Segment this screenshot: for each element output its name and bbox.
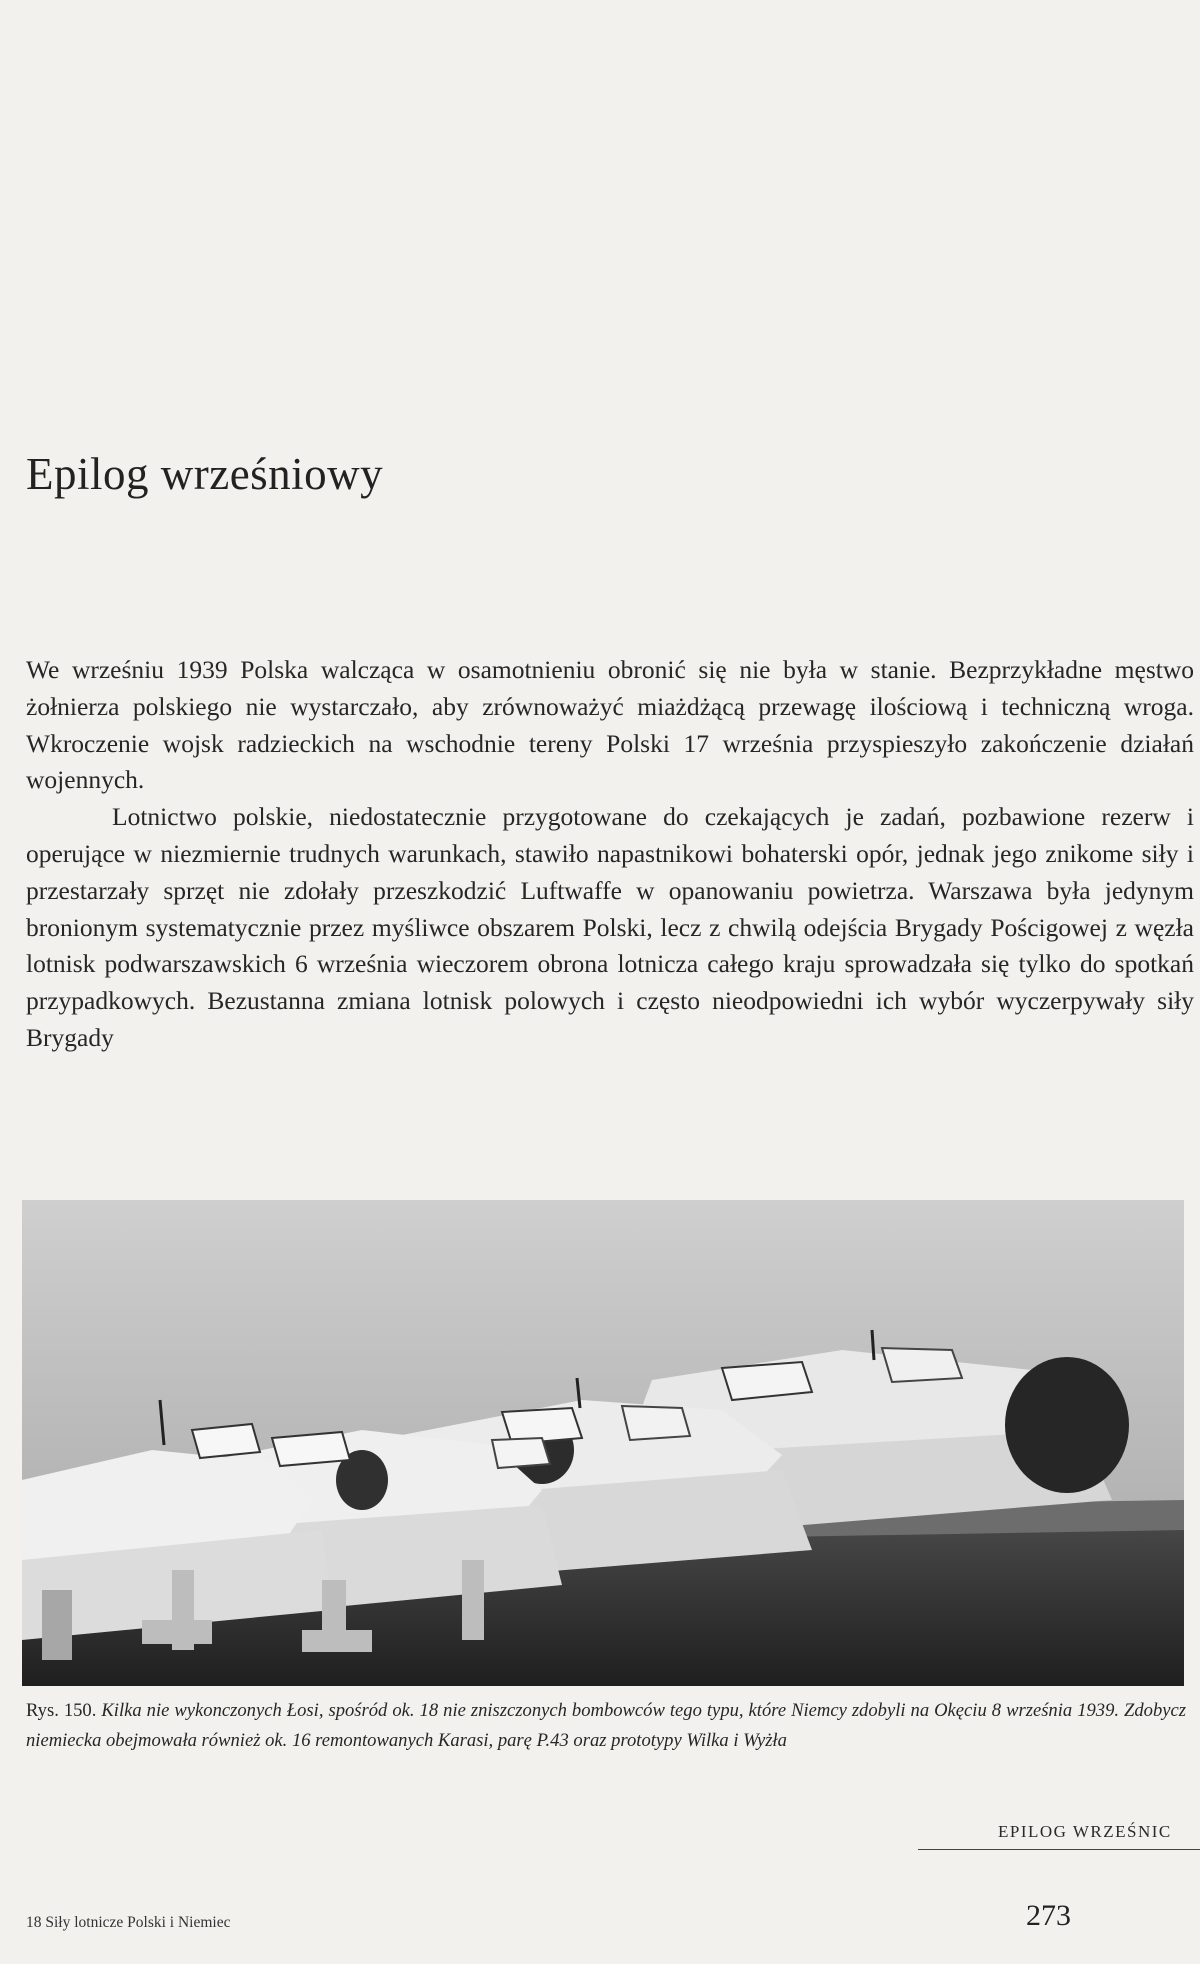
page-number: 273 bbox=[1026, 1899, 1071, 1932]
paragraph-2: Lotnictwo polskie, niedostatecznie przygotowane do czekających je zadań, pozbawione rezerw i operujące w niezmiernie trudnych warunkach, stawiło napastnikowi bohaterski opór, jednak jego znikome siły i przestarzały sprzęt nie zdołały przeszkodzić Luftwaffe w opanowaniu powietrza. Warszawa była jedynym bronionym systematycznie przez myśliwce obszarem Polski, lecz z chwilą odejścia Brygady Pościgowej z węzła lotnisk podwarszawskich 6 września wieczorem obrona lotnicza całego kraju sprowadzała się tylko do spotkań przypadkowych. Bezustanna zmiana lotnisk polowych i często nieodpowiedni ich wybór wyczerpywały siły Brygady bbox=[26, 802, 1194, 1052]
sheet-signature: 18 Siły lotnicze Polski i Niemiec bbox=[26, 1914, 231, 1931]
figure-label: Rys. 150. bbox=[26, 1700, 97, 1721]
aircraft-photo bbox=[22, 1200, 1184, 1686]
body-text bbox=[26, 652, 1194, 1057]
photo-figure bbox=[22, 1200, 1184, 1686]
running-head-rule bbox=[918, 1849, 1200, 1850]
paragraph-1: We wrześniu 1939 Polska walcząca w osamotnieniu obronić się nie była w stanie. Bezprzykładne męstwo żołnierza polskiego nie wystarczało, aby zrównoważyć miażdżącą przewagę ilościową i techniczną wroga. Wkroczenie wojsk radzieckich na wschodnie tereny Polski 17 września przyspieszyło zakończenie działań wojennych. bbox=[26, 655, 1194, 795]
chapter-title: Epilog wrześniowy bbox=[26, 449, 384, 500]
figure-caption-text: Kilka nie wykonczonych Łosi, spośród ok. 18 nie zniszczonych bombowców tego typu, które Niemcy zdobyli na Okęciu 8 września 1939. Zdobycz niemiecka obejmowała również ok. 16 remontowanych Karasi, parę P.43 oraz prototypy Wilka i Wyżła bbox=[26, 1700, 1187, 1751]
running-head: EPILOG WRZEŚNIC bbox=[998, 1822, 1172, 1841]
figure-caption bbox=[26, 1696, 1186, 1755]
